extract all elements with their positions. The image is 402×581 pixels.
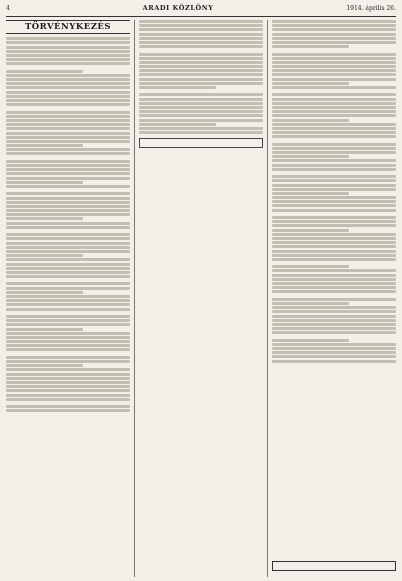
text-line	[139, 82, 263, 85]
text-line	[6, 62, 130, 65]
section-title: TÖRVÉNYKEZÉS	[6, 20, 130, 34]
text-line	[272, 188, 396, 191]
text-line	[6, 181, 83, 184]
text-line	[6, 50, 130, 53]
text-line	[272, 135, 396, 138]
text-line	[272, 360, 396, 363]
text-line	[272, 192, 349, 195]
text-line	[272, 102, 396, 105]
text-line	[272, 339, 349, 342]
feature-box	[139, 138, 263, 148]
text-line	[6, 402, 130, 404]
text-line	[6, 373, 130, 376]
text-line	[272, 254, 396, 257]
text-line	[272, 258, 396, 261]
text-line	[6, 172, 130, 175]
text-line	[139, 114, 263, 117]
text-line	[272, 24, 396, 27]
text-line	[6, 405, 130, 408]
text-line	[139, 73, 263, 76]
text-line	[6, 177, 130, 180]
text-line	[139, 78, 263, 81]
article-text-placeholder	[272, 20, 396, 363]
text-line	[139, 119, 263, 122]
text-line	[272, 204, 396, 207]
text-line	[272, 139, 396, 141]
text-line	[139, 131, 263, 134]
text-line	[272, 20, 396, 23]
text-line	[6, 226, 130, 229]
text-line	[272, 220, 396, 223]
text-line	[139, 41, 263, 44]
article-text-placeholder	[6, 37, 130, 412]
text-line	[272, 295, 396, 297]
text-line	[6, 279, 130, 281]
text-line	[6, 185, 130, 188]
text-line	[6, 189, 130, 191]
text-line	[272, 114, 396, 117]
text-line	[272, 98, 396, 101]
text-line	[272, 127, 396, 130]
price-box	[272, 561, 396, 571]
text-line	[272, 37, 396, 40]
text-line	[6, 368, 130, 371]
text-line	[6, 353, 130, 355]
text-line	[6, 201, 130, 204]
text-line	[6, 381, 130, 384]
text-line	[6, 315, 130, 318]
text-line	[272, 319, 396, 322]
text-line	[139, 69, 263, 72]
text-line	[272, 241, 396, 244]
text-line	[139, 45, 263, 48]
text-line	[6, 127, 130, 130]
text-line	[272, 119, 349, 122]
text-line	[272, 159, 396, 162]
text-line	[139, 102, 263, 105]
text-line	[6, 246, 130, 249]
text-line	[6, 123, 130, 126]
text-line	[139, 20, 263, 23]
text-line	[272, 265, 349, 268]
text-line	[6, 377, 130, 380]
text-line	[6, 242, 130, 245]
text-line	[272, 327, 396, 330]
text-line	[6, 157, 130, 159]
text-line	[6, 111, 130, 114]
text-line	[6, 78, 130, 81]
text-line	[272, 250, 396, 253]
text-line	[6, 217, 83, 220]
text-line	[6, 328, 83, 331]
text-line	[6, 95, 130, 98]
text-line	[6, 409, 130, 412]
text-line	[272, 131, 396, 134]
text-line	[139, 127, 263, 130]
text-line	[139, 93, 263, 96]
text-line	[6, 340, 130, 343]
text-line	[6, 312, 130, 314]
text-line	[272, 49, 396, 51]
text-line	[6, 160, 130, 163]
text-line	[272, 106, 396, 109]
text-line	[6, 254, 83, 257]
text-line	[6, 197, 130, 200]
text-line	[272, 355, 396, 358]
text-line	[6, 233, 130, 236]
text-line	[272, 278, 396, 281]
text-line	[6, 136, 130, 139]
page-number: 4	[6, 5, 10, 12]
issue-date: 1914. április 26.	[346, 5, 396, 12]
text-line	[6, 222, 130, 225]
text-line	[272, 41, 396, 44]
text-line	[272, 196, 396, 199]
text-line	[272, 269, 396, 272]
text-line	[272, 237, 396, 240]
text-line	[272, 93, 396, 96]
text-line	[272, 28, 396, 31]
text-line	[272, 216, 396, 219]
text-line	[6, 192, 130, 195]
text-line	[272, 274, 396, 277]
left-column	[6, 20, 130, 577]
text-line	[139, 65, 263, 68]
text-line	[272, 155, 349, 158]
text-line	[6, 389, 130, 392]
text-line	[6, 99, 130, 102]
text-line	[272, 147, 396, 150]
text-line	[272, 61, 396, 64]
text-line	[139, 53, 263, 56]
text-line	[272, 286, 396, 289]
text-line	[272, 315, 396, 318]
text-line	[6, 132, 130, 135]
text-line	[272, 172, 396, 174]
text-line	[6, 119, 130, 122]
text-line	[272, 65, 396, 68]
text-line	[272, 151, 396, 154]
text-line	[6, 271, 130, 274]
text-line	[272, 351, 396, 354]
text-line	[272, 57, 396, 60]
text-line	[6, 344, 130, 347]
text-line	[6, 348, 130, 351]
text-line	[272, 302, 349, 305]
text-line	[6, 54, 130, 57]
text-line	[272, 298, 396, 301]
text-line	[6, 308, 130, 311]
text-line	[6, 336, 130, 339]
text-line	[139, 33, 263, 36]
text-line	[6, 250, 130, 253]
text-line	[6, 144, 83, 147]
text-line	[272, 123, 396, 126]
text-line	[6, 107, 130, 109]
text-line	[272, 175, 396, 178]
text-line	[6, 152, 130, 155]
text-line	[272, 73, 396, 76]
text-line	[6, 74, 130, 77]
text-line	[272, 229, 349, 232]
text-line	[6, 258, 130, 261]
text-line	[272, 110, 396, 113]
text-line	[139, 98, 263, 101]
middle-column	[134, 20, 263, 577]
running-header	[6, 4, 396, 17]
text-line	[6, 356, 130, 359]
text-line	[272, 306, 396, 309]
text-line	[139, 123, 216, 126]
text-line	[272, 164, 396, 167]
text-line	[6, 398, 130, 401]
text-line	[6, 394, 130, 397]
text-line	[272, 310, 396, 313]
text-line	[6, 67, 130, 69]
text-line	[272, 290, 396, 293]
text-line	[6, 205, 130, 208]
text-line	[6, 360, 130, 363]
text-line	[272, 213, 396, 215]
text-line	[272, 209, 396, 212]
text-line	[272, 143, 396, 146]
text-line	[6, 287, 130, 290]
text-line	[272, 168, 396, 171]
text-line	[139, 86, 216, 89]
text-line	[272, 184, 396, 187]
text-line	[139, 57, 263, 60]
text-line	[6, 82, 130, 85]
text-line	[6, 303, 130, 306]
text-line	[272, 78, 396, 81]
text-line	[272, 282, 396, 285]
text-line	[6, 164, 130, 167]
text-line	[6, 209, 130, 212]
text-line	[6, 282, 130, 285]
text-line	[6, 103, 130, 106]
text-line	[6, 86, 130, 89]
text-line	[272, 69, 396, 72]
text-line	[272, 262, 396, 264]
text-line	[272, 335, 396, 337]
text-line	[272, 90, 396, 92]
text-line	[139, 110, 263, 113]
text-line	[6, 385, 130, 388]
text-line	[272, 200, 396, 203]
text-line	[6, 237, 130, 240]
text-line	[272, 53, 396, 56]
text-line	[6, 323, 130, 326]
text-line	[6, 364, 83, 367]
text-line	[6, 230, 130, 232]
text-line	[6, 148, 130, 151]
text-line	[6, 275, 130, 278]
text-line	[6, 332, 130, 335]
text-line	[6, 319, 130, 322]
text-line	[272, 347, 396, 350]
text-line	[272, 245, 396, 248]
text-line	[139, 49, 263, 51]
text-line	[272, 82, 349, 85]
text-line	[6, 291, 83, 294]
text-line	[272, 233, 396, 236]
text-line	[6, 37, 130, 40]
text-line	[6, 58, 130, 61]
text-line	[6, 115, 130, 118]
text-line	[272, 343, 396, 346]
right-column	[267, 20, 396, 577]
text-line	[6, 213, 130, 216]
text-line	[272, 179, 396, 182]
text-line	[272, 224, 396, 227]
text-line	[272, 331, 396, 334]
text-line	[6, 267, 130, 270]
text-line	[139, 37, 263, 40]
text-line	[272, 45, 349, 48]
text-line	[139, 61, 263, 64]
text-line	[6, 263, 130, 266]
article-text-placeholder	[139, 20, 263, 134]
text-line	[272, 86, 396, 89]
text-line	[139, 106, 263, 109]
text-line	[6, 168, 130, 171]
text-line	[272, 33, 396, 36]
text-line	[139, 28, 263, 31]
text-line	[6, 299, 130, 302]
text-line	[139, 90, 263, 92]
text-line	[6, 70, 83, 73]
text-line	[272, 323, 396, 326]
text-line	[6, 140, 130, 143]
text-line	[139, 24, 263, 27]
text-line	[6, 41, 130, 44]
newspaper-title: ARADI KÖZLÖNY	[142, 4, 214, 12]
text-line	[6, 91, 130, 94]
text-line	[6, 295, 130, 298]
text-line	[6, 46, 130, 49]
